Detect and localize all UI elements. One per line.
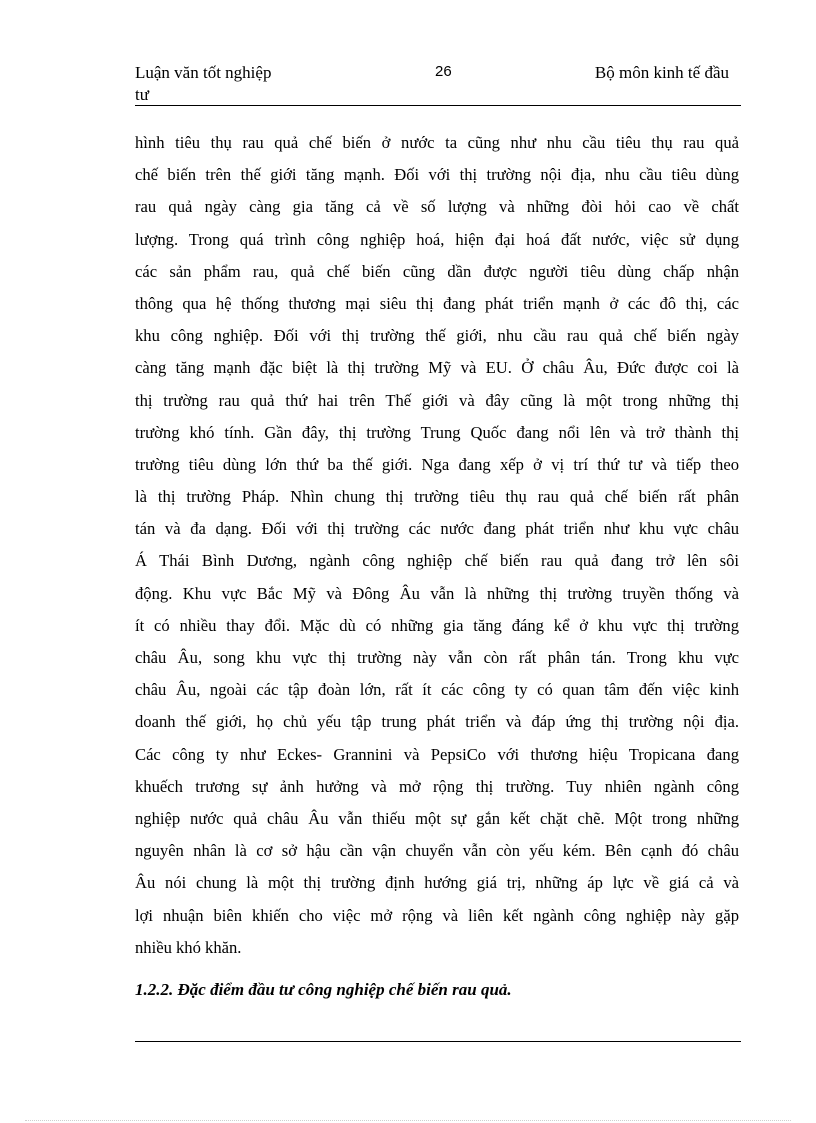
paragraph-line: Á Thái Bình Dương, ngành công nghiệp chế biến rau quả đang trở lên sôi [135, 551, 739, 571]
paragraph-line: doanh thế giới, họ chủ yếu tập trung phát triển và đáp ứng thị trường nội địa. [135, 712, 739, 732]
section-heading: 1.2.2. Đặc điểm đầu tư công nghiệp chế biến rau quả. [135, 980, 512, 999]
paragraph-line: càng tăng mạnh đặc biệt là thị trường Mỹ và EU. Ở châu Âu, Đức được coi là [135, 358, 739, 378]
paragraph-line: rau quả ngày càng gia tăng cả về số lượng và những đòi hỏi cao về chất [135, 197, 739, 217]
footer-divider [135, 1041, 741, 1042]
paragraph-line: khu công nghiệp. Đối với thị trường thế giới, nhu cầu rau quả chế biến ngày [135, 326, 739, 346]
paragraph-line: thông qua hệ thống thương mại siêu thị đang phát triển mạnh ở các đô thị, các [135, 293, 739, 313]
page-number: 26 [435, 63, 452, 80]
paragraph-line: tán và đa dạng. Đối với thị trường các nước đang phát triển như khu vực châu [135, 519, 739, 539]
page-bottom-edge [25, 1120, 791, 1121]
paragraph-line: trường tiêu dùng lớn thứ ba thế giới. Nga đang xếp ở vị trí thứ tư và tiếp theo [135, 454, 739, 474]
paragraph-line: lợi nhuận biên khiến cho việc mở rộng và liên kết ngành công nghiệp này gặp [135, 905, 739, 925]
paragraph-line: châu Âu, song khu vực thị trường này vẫn còn rất phân tán. Trong khu vực [135, 648, 739, 667]
paragraph-line: nghiệp nước quả châu Âu vẫn thiếu một sự gắn kết chặt chẽ. Một trong những [135, 808, 739, 828]
paragraph-line: nhiều khó khăn. [135, 937, 242, 957]
header-divider [135, 105, 741, 106]
paragraph-line: trường khó tính. Gần đây, thị trường Trung Quốc đang nổi lên và trở thành thị [135, 422, 739, 442]
paragraph-line: ít có nhiều thay đổi. Mặc dù có những gia tăng đáng kể ở khu vực thị trường [135, 615, 739, 635]
paragraph-line: châu Âu, ngoài các tập đoàn lớn, rất ít các công ty có quan tâm đến việc kinh [135, 680, 739, 700]
paragraph-line: nguyên nhân là cơ sở hậu cần vận chuyển vẫn còn yếu kém. Bên cạnh đó châu [135, 841, 739, 861]
paragraph-line: là thị trường Pháp. Nhìn chung thị trường tiêu thụ rau quả chế biến rất phân [135, 487, 739, 507]
paragraph-line: chế biến trên thế giới tăng mạnh. Đối với thị trường nội địa, nhu cầu tiêu dùng [135, 165, 739, 185]
page-header [135, 60, 741, 106]
paragraph-line: khuếch trương sự ảnh hưởng và mở rộng thị trường. Tuy nhiên ngành công [135, 776, 739, 796]
paragraph-line: Âu nói chung là một thị trường định hướng giá trị, những áp lực về giá cả và [135, 873, 739, 893]
body-paragraph [135, 127, 739, 964]
header-thesis-title-line2: tư [135, 85, 149, 104]
paragraph-line: thị trường rau quả thứ hai trên Thế giới và đây cũng là một trong những thị [135, 390, 739, 410]
paragraph-line: các sản phẩm rau, quả chế biến cũng dần được người tiêu dùng chấp nhận [135, 261, 739, 281]
paragraph-line: động. Khu vực Bắc Mỹ và Đông Âu vẫn là những thị trường truyền thống và [135, 583, 739, 603]
header-department: Bộ môn kinh tế đầu [594, 63, 729, 82]
paragraph-line: hình tiêu thụ rau quả chế biến ở nước ta cũng như nhu cầu tiêu thụ rau quả [135, 133, 739, 152]
header-thesis-title [135, 62, 335, 106]
paragraph-line: Các công ty như Eckes- Grannini và PepsiCo với thương hiệu Tropicana đang [135, 744, 739, 764]
header-thesis-title-line1: Luận văn tốt nghiệp [135, 63, 272, 82]
paragraph-line: lượng. Trong quá trình công nghiệp hoá, hiện đại hoá đất nước, việc sử dụng [135, 229, 739, 249]
